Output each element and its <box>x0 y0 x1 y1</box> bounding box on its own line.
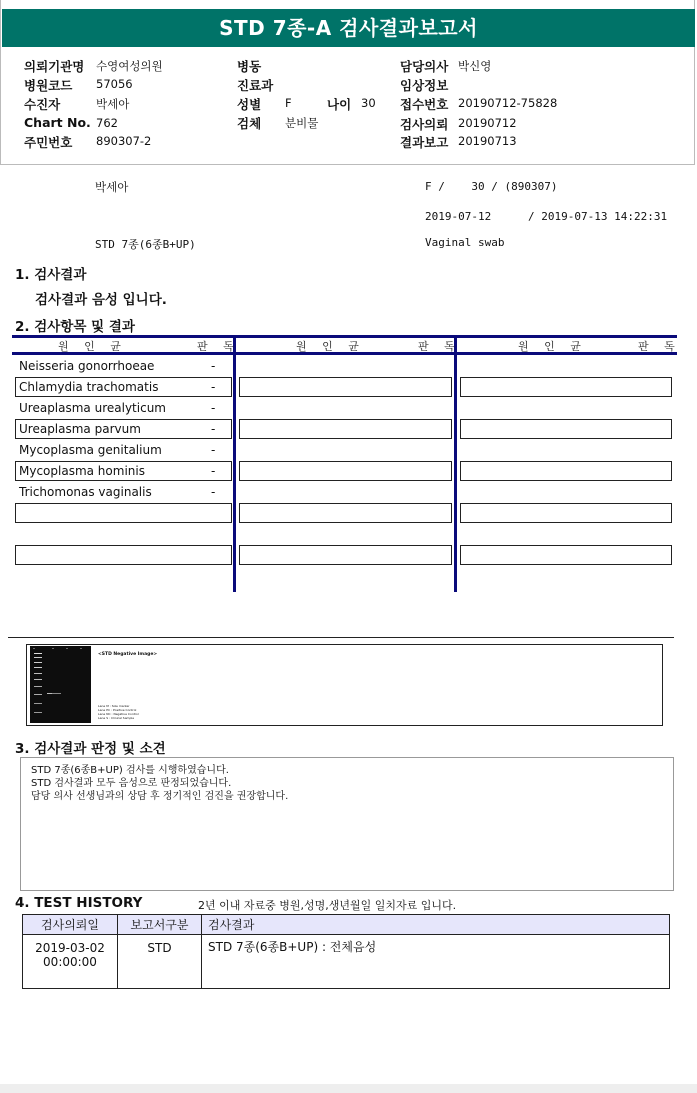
organism-name: Mycoplasma genitalium <box>19 443 162 457</box>
table-col-divider-1 <box>233 335 236 592</box>
empty-row-box <box>239 545 452 565</box>
organism-name: Ureaplasma urealyticum <box>19 401 166 415</box>
label-hospital-code: 병원코드 <box>24 78 73 93</box>
col-organism-1: 원 인 균 <box>58 340 127 353</box>
organism-result: - <box>211 380 216 394</box>
label-doctor: 담당의사 <box>400 59 449 74</box>
history-col-type: 보고서구분 <box>118 915 202 935</box>
empty-row-box <box>460 503 672 523</box>
history-col-date: 검사의뢰일 <box>23 915 118 935</box>
gel-legend-line: Lane S : Clinical Sample <box>98 716 135 720</box>
col-judge-2: 판 독 <box>418 340 461 353</box>
section1-summary: 검사결과 음성 입니다. <box>35 292 167 308</box>
label-sex: 성별 <box>237 97 262 112</box>
section4-title: 4. TEST HISTORY <box>15 895 143 911</box>
organism-name: Neisseria gonorrhoeae <box>19 359 155 373</box>
report-title: STD 7종-A 검사결과보고서 <box>2 9 695 47</box>
history-table <box>22 914 670 989</box>
opinion-line: STD 검사결과 모두 음성으로 판정되었습니다. <box>31 778 232 789</box>
col-judge-3: 판 독 <box>638 340 681 353</box>
section2-title: 2. 검사항목 및 결과 <box>15 319 135 335</box>
empty-row-box <box>239 461 452 481</box>
section-divider <box>8 637 674 638</box>
label-report-date: 결과보고 <box>400 135 449 150</box>
label-age: 나이 <box>327 97 352 112</box>
organism-name: Mycoplasma hominis <box>19 464 145 478</box>
empty-row-box <box>239 419 452 439</box>
label-request-date: 검사의뢰 <box>400 117 449 132</box>
table-col-divider-2 <box>454 335 457 592</box>
organism-result: - <box>211 443 216 457</box>
empty-row-box <box>239 503 452 523</box>
label-clinical-info: 임상정보 <box>400 78 449 93</box>
history-header-row <box>23 915 670 935</box>
empty-row-box <box>460 377 672 397</box>
value-doctor: 박신영 <box>458 59 492 73</box>
empty-row-box <box>460 545 672 565</box>
empty-row-box <box>460 419 672 439</box>
value-chart-no: 762 <box>96 116 118 130</box>
organism-name: Chlamydia trachomatis <box>19 380 159 394</box>
label-ward: 병동 <box>237 59 262 74</box>
col-organism-2: 원 인 균 <box>296 340 365 353</box>
empty-row-box <box>460 461 672 481</box>
history-date: 2019-03-02 <box>35 941 105 955</box>
label-chart-no: Chart No. <box>24 115 91 130</box>
value-specimen: 분비물 <box>285 116 319 130</box>
value-receipt-no: 20190712-75828 <box>458 96 558 110</box>
table-row[interactable] <box>23 935 670 989</box>
organism-result: - <box>211 401 216 415</box>
label-department: 진료과 <box>237 78 274 93</box>
gel-image-caption: <STD Negative Image> <box>98 652 158 657</box>
value-request-date: 20190712 <box>458 116 517 130</box>
organism-result: - <box>211 464 216 478</box>
value-resident-no: 890307-2 <box>96 134 152 148</box>
empty-row-box <box>239 377 452 397</box>
value-sex: F <box>285 96 292 110</box>
gel-image-legend <box>98 704 139 720</box>
organism-result: - <box>211 422 216 436</box>
gel-legend-line: Lane M : Size marker <box>98 704 130 708</box>
empty-row-box <box>15 545 232 565</box>
specimen-type: Vaginal swab <box>425 236 505 249</box>
value-hospital-code: 57056 <box>96 77 133 91</box>
value-patient: 박세아 <box>96 97 130 111</box>
gel-legend-line: Lane NC : Negative Control <box>98 712 139 716</box>
label-requester: 의뢰기관명 <box>24 59 85 74</box>
opinion-line: STD 7종(6종B+UP) 검사를 시행하였습니다. <box>31 765 229 776</box>
section1-title: 1. 검사결과 <box>15 267 87 283</box>
organism-result: - <box>211 359 216 373</box>
value-requester: 수영여성의원 <box>96 59 163 73</box>
value-age: 30 <box>361 96 376 110</box>
date-to: / 2019-07-13 14:22:31 <box>528 210 668 223</box>
patient-name: 박세아 <box>95 180 129 194</box>
test-name: STD 7종(6종B+UP) <box>95 238 196 251</box>
section3-title: 3. 검사결과 판정 및 소견 <box>15 741 166 757</box>
gel-electrophoresis-image <box>30 646 91 723</box>
gel-legend-line: Lane PC : Positive Control <box>98 708 137 712</box>
organism-name: Trichomonas vaginalis <box>19 485 152 499</box>
patient-sex-age: F / 30 / (890307) <box>425 180 558 193</box>
history-col-result: 검사결과 <box>202 915 670 935</box>
label-receipt-no: 접수번호 <box>400 97 449 112</box>
label-resident-no: 주민번호 <box>24 135 73 150</box>
history-result: STD 7종(6종B+UP) : 전체음성 <box>202 935 670 989</box>
history-date-cell <box>23 935 118 989</box>
opinion-box <box>20 757 674 891</box>
label-specimen: 검체 <box>237 116 262 131</box>
empty-row-box <box>15 503 232 523</box>
history-type: STD <box>118 935 202 989</box>
bottom-strip <box>0 1084 697 1093</box>
history-time: 00:00:00 <box>43 955 97 969</box>
organism-result: - <box>211 485 216 499</box>
date-from: 2019-07-12 <box>425 210 492 223</box>
col-judge-1: 판 독 <box>197 340 240 353</box>
organism-name: Ureaplasma parvum <box>19 422 141 436</box>
opinion-line: 담당 의사 선생님과의 상담 후 정기적인 검진을 권장합니다. <box>31 791 289 802</box>
col-organism-3: 원 인 균 <box>518 340 587 353</box>
history-note: 2년 이내 자료중 병원,성명,생년월일 일치자료 입니다. <box>198 899 457 912</box>
value-report-date: 20190713 <box>458 134 517 148</box>
label-patient: 수진자 <box>24 97 61 112</box>
